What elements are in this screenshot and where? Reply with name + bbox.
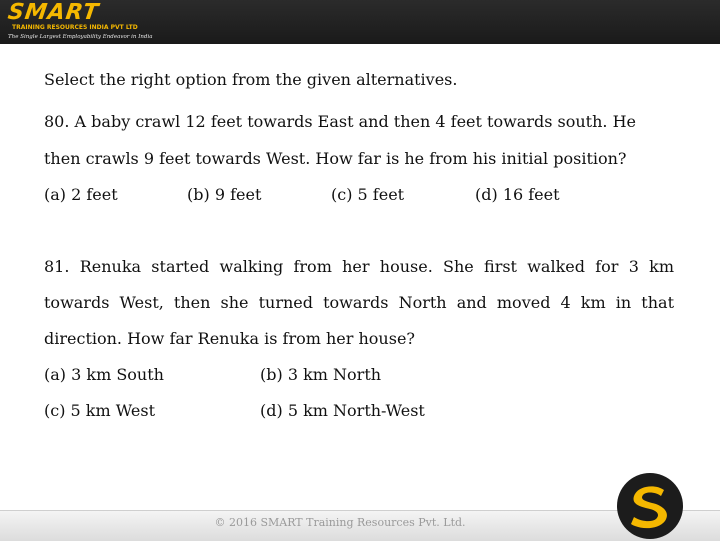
q81-option-d: (d) 5 km North-West <box>260 401 425 420</box>
smart-logo <box>8 2 153 42</box>
q80-line-1: 80. A baby crawl 12 feet towards East and then 4 feet towards south. He <box>44 112 636 131</box>
q80-line-2: then crawls 9 feet towards West. How far is he from his initial position? <box>44 149 627 168</box>
q80-option-a: (a) 2 feet <box>44 185 118 204</box>
footer-copyright: © 2016 SMART Training Resources Pvt. Ltd. <box>214 516 466 529</box>
instruction-text: Select the right option from the given alternatives. <box>44 70 458 89</box>
q81-line-1: 81. Renuka started walking from her house. She first walked for 3 km <box>44 257 674 276</box>
header-bar <box>0 0 720 44</box>
logo-brand: SMART <box>6 0 101 25</box>
q80-option-c: (c) 5 feet <box>331 185 405 204</box>
q80-option-d: (d) 16 feet <box>475 185 560 204</box>
q80-option-b: (b) 9 feet <box>187 185 262 204</box>
s-logo-icon <box>616 472 684 540</box>
q81-option-b: (b) 3 km North <box>260 365 382 384</box>
q81-line-2: towards West, then she turned towards North and moved 4 km in that <box>44 293 674 312</box>
logo-tagline: The Single Largest Employability Endeavor in India <box>8 34 153 40</box>
q81-line-3: direction. How far Renuka is from her house? <box>44 329 415 348</box>
q81-option-a: (a) 3 km South <box>44 365 164 384</box>
q81-option-c: (c) 5 km West <box>44 401 155 420</box>
logo-company: TRAINING RESOURCES INDIA PVT LTD <box>12 24 138 31</box>
